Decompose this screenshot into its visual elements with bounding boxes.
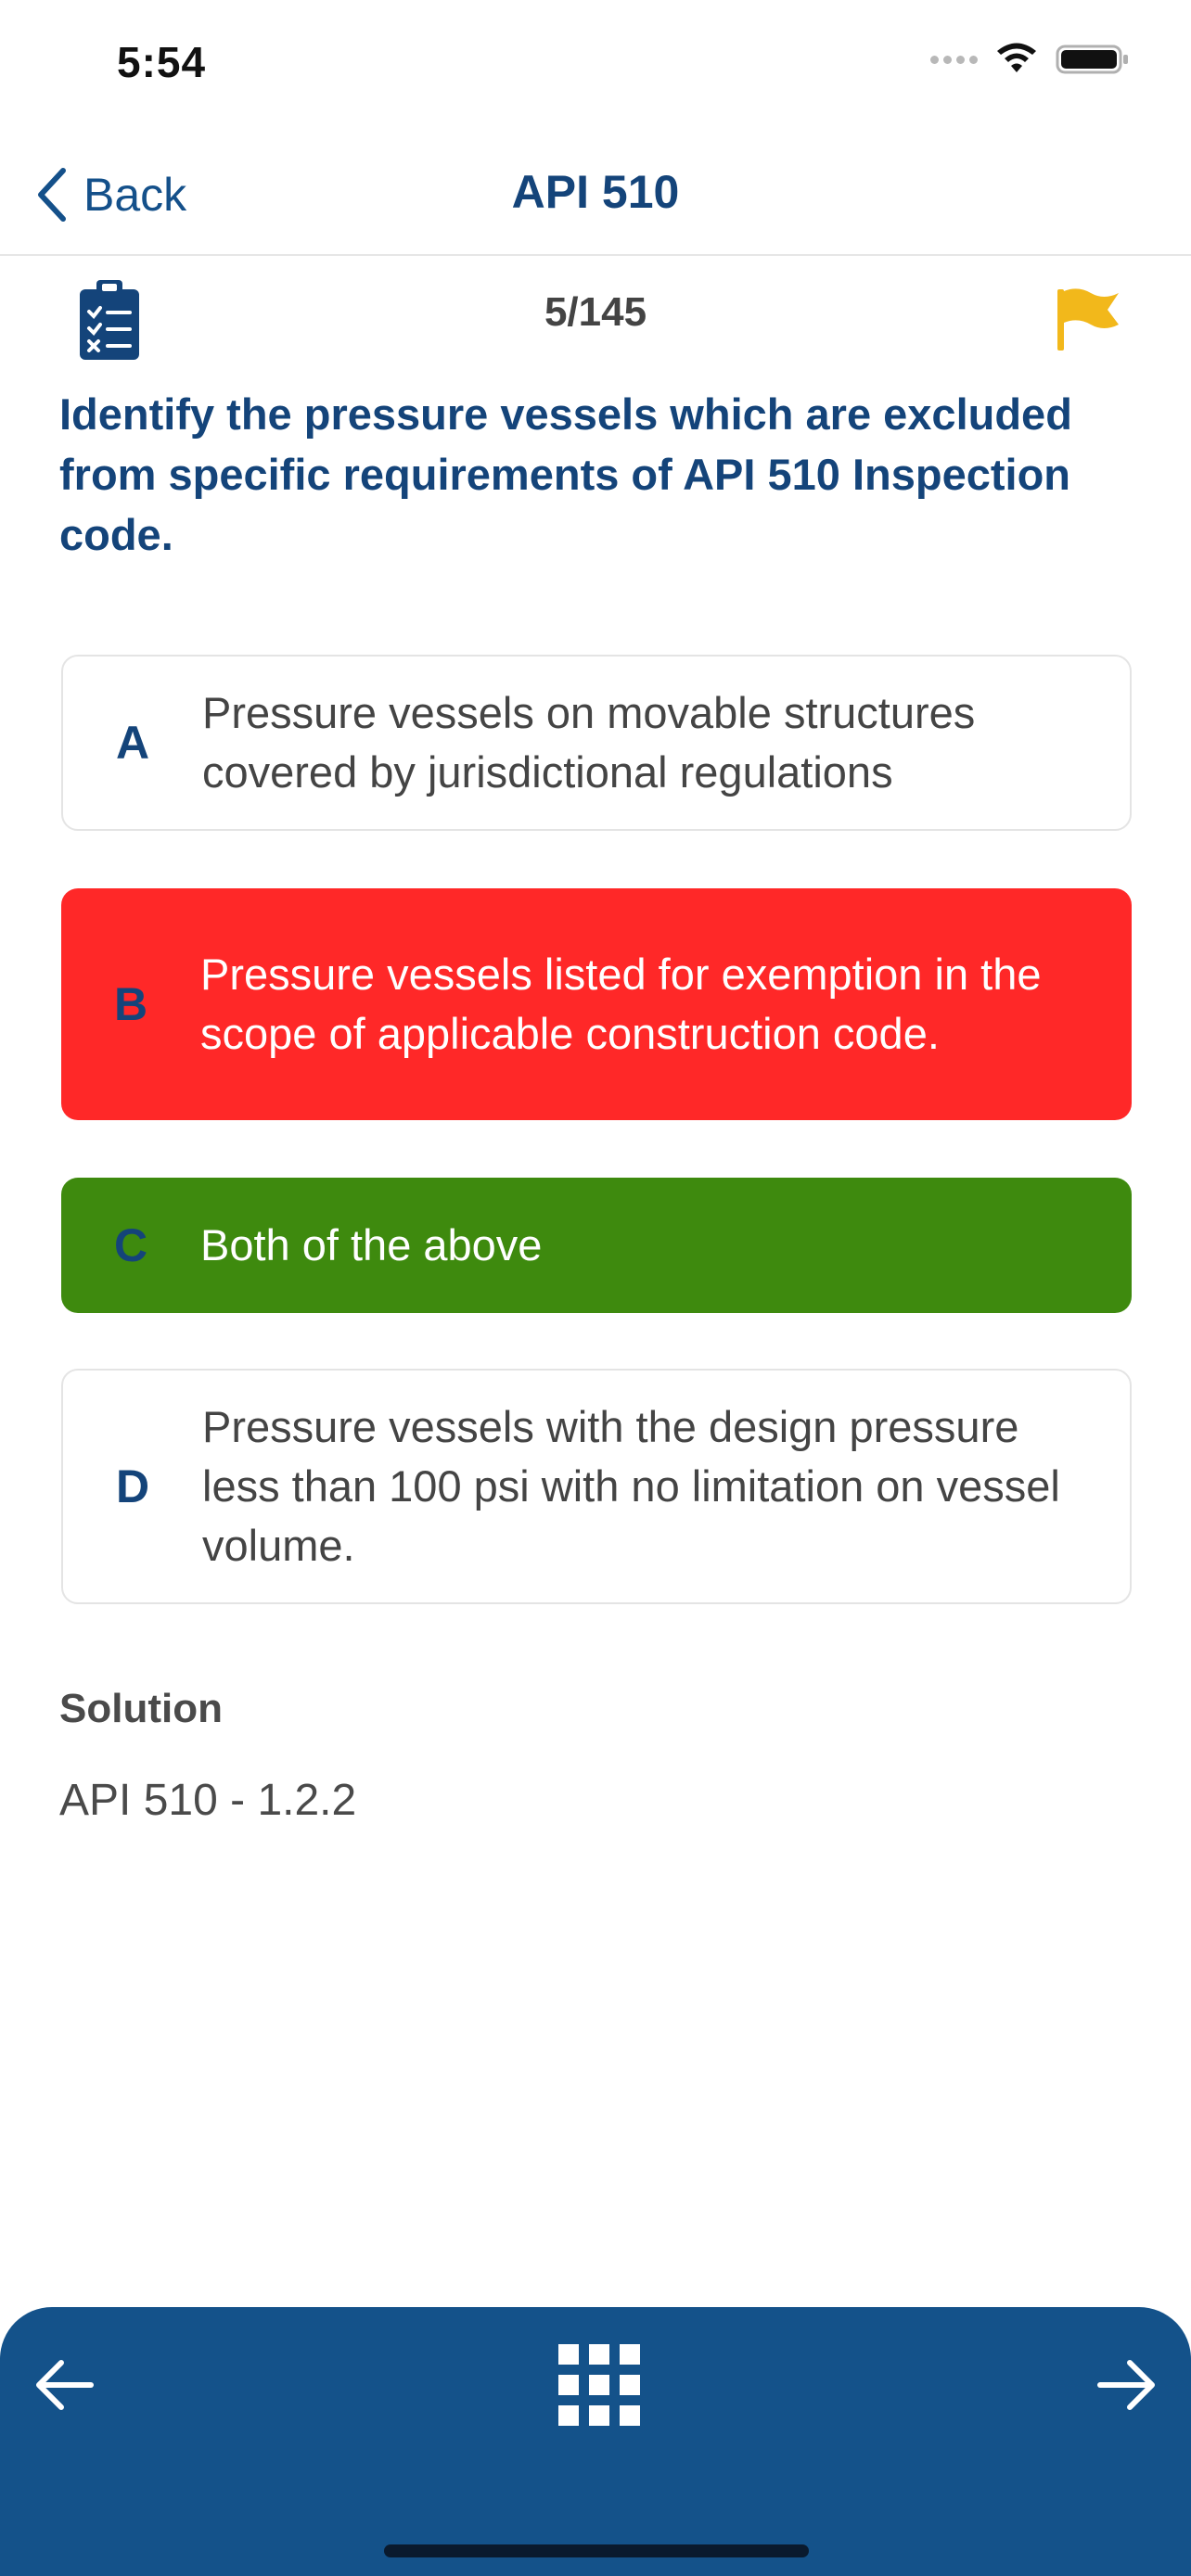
- option-a[interactable]: [61, 655, 1132, 831]
- status-bar: [0, 0, 1191, 139]
- option-d[interactable]: [61, 1369, 1132, 1604]
- previous-question-button[interactable]: [32, 2352, 98, 2418]
- solution-text: API 510 - 1.2.2: [59, 1776, 357, 1825]
- option-b[interactable]: [61, 888, 1132, 1120]
- flag-icon[interactable]: [1054, 286, 1124, 352]
- option-letter: A: [115, 717, 150, 769]
- arrow-left-icon: [32, 2352, 98, 2418]
- question-counter: 5/145: [544, 289, 647, 335]
- arrow-right-icon: [1093, 2352, 1159, 2418]
- cellular-signal-icon: [930, 56, 978, 64]
- option-text: Both of the above: [200, 1220, 543, 1269]
- option-letter: B: [113, 978, 148, 1030]
- status-icons: [930, 43, 1130, 76]
- status-time: 5:54: [117, 38, 207, 86]
- wifi-icon: [994, 43, 1039, 76]
- option-c[interactable]: [61, 1178, 1132, 1313]
- navigation-bar: [0, 139, 1191, 256]
- option-text: Pressure vessels on movable structures covered by jurisdictional regulations: [202, 688, 976, 797]
- solution-title: Solution: [59, 1686, 223, 1731]
- grid-icon: [558, 2344, 640, 2426]
- option-letter: D: [115, 1460, 150, 1512]
- next-question-button[interactable]: [1093, 2352, 1159, 2418]
- option-text: Pressure vessels with the design pressure less than 100 psi with no limitation on vessel volume.: [202, 1402, 1060, 1570]
- chevron-left-icon: [33, 165, 70, 224]
- bottom-toolbar: [0, 2307, 1191, 2576]
- home-indicator: [384, 2544, 809, 2557]
- battery-icon: [1056, 43, 1130, 76]
- option-text: Pressure vessels listed for exemption in the scope of applicable construction code.: [200, 950, 1042, 1058]
- back-button[interactable]: [33, 158, 186, 232]
- question-text: Identify the pressure vessels which are excluded from specific requirements of API 510 Inspection code.: [59, 389, 1072, 559]
- question-grid-button[interactable]: [558, 2344, 640, 2426]
- page-title: API 510: [511, 166, 680, 218]
- back-label: Back: [83, 169, 187, 221]
- option-letter: C: [113, 1219, 148, 1271]
